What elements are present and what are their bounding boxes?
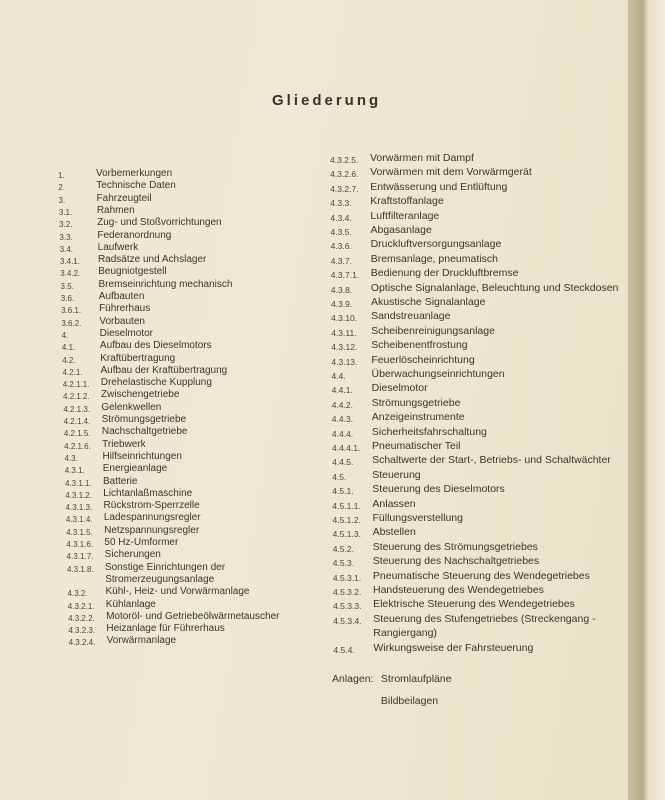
toc-label: Vorwärmen mit dem Vorwärmgerät: [370, 166, 532, 179]
toc-label: Motoröl- und Getriebeölwärmetauscher: [106, 610, 280, 622]
toc-label: Scheibenreinigungsanlage: [371, 324, 495, 337]
toc-number: 3.2.: [59, 220, 73, 230]
toc-label: Hilfseinrichtungen: [102, 450, 182, 462]
toc-label: Anzeigeinstrumente: [371, 411, 465, 424]
attachments-label: Anlagen:: [332, 673, 374, 685]
toc-label: Pneumatische Steuerung des Wendegetriebes: [372, 569, 590, 582]
toc-number: 4.5.1.: [332, 486, 354, 497]
toc-number: 3.4.2.: [60, 269, 81, 279]
toc-label: Sandstreuanlage: [371, 310, 451, 323]
toc-label: Schaltwerte der Start-, Betriebs- und Schaltwächter: [372, 454, 611, 467]
toc-label: Aufbau des Dieselmotors: [99, 340, 212, 352]
toc-label: Radsätze und Achslager: [97, 254, 207, 266]
toc-label: Sicherungen: [104, 549, 161, 561]
toc-label: Abgasanlage: [370, 224, 432, 236]
toc-number: 4.3.2.2.: [68, 613, 95, 623]
attachment-item: Stromlaufpläne: [380, 673, 452, 685]
toc-label: Optische Signalanlage, Beleuchtung und Steckdosen: [370, 281, 619, 294]
toc-number: 4.3.1.8.: [66, 564, 94, 574]
toc-label: Zug- und Stoßvorrichtungen: [97, 217, 222, 229]
toc-label: Pneumatischer Teil: [372, 440, 461, 452]
toc-label: Kraftübertragung: [100, 352, 176, 364]
toc-label: Führerhaus: [99, 303, 151, 315]
toc-number: 4.5.3.4.: [333, 615, 362, 626]
toc-number: 3.4.: [59, 244, 74, 254]
toc-number: 4.3.3.: [330, 198, 352, 209]
toc-label: Triebwerk: [102, 438, 146, 450]
toc-label: Anlassen: [372, 497, 416, 510]
toc-number: 4.3.11.: [331, 327, 357, 338]
toc-number: 3.5.: [60, 281, 74, 291]
toc-number: 4.4.5.: [332, 457, 354, 468]
toc-number: 2.: [58, 183, 65, 193]
toc-number: 4.3.1.4.: [65, 515, 93, 525]
toc-number: 4.2.1.5.: [63, 429, 91, 439]
toc-number: 4.3.: [64, 453, 78, 463]
toc-number: 3.6.1.: [61, 306, 82, 316]
toc-label: Stromerzeugungsanlage: [105, 573, 215, 585]
toc-number: 4.3.8.: [330, 284, 353, 295]
toc-number: 4.5.3.: [332, 558, 355, 569]
toc-label: Dieselmotor: [99, 327, 153, 339]
page-edge: [628, 0, 665, 800]
toc-number: 4.3.10.: [331, 313, 358, 324]
toc-label: Gelenkwellen: [101, 401, 162, 413]
toc-number: 4.5.1.2.: [332, 515, 361, 525]
toc-number: 4.3.2.1.: [67, 601, 95, 611]
toc-label: Steuerung: [372, 468, 421, 481]
toc-number: 4.5.1.3.: [332, 529, 361, 540]
toc-label: Strömungsgetriebe: [101, 414, 187, 425]
toc-label: Energieanlage: [102, 463, 168, 475]
toc-label: Überwachungseinrichtungen: [371, 368, 505, 380]
toc-label: Dieselmotor: [371, 382, 428, 395]
toc-label: Elektrische Steuerung des Wendegetriebes: [373, 598, 575, 611]
toc-label: Handsteuerung des Wendegetriebes: [373, 584, 544, 596]
toc-number: 4.5.3.3.: [333, 601, 362, 612]
toc-number: 3.6.2.: [61, 318, 82, 328]
toc-number: 3.: [58, 195, 66, 205]
toc-label: Steuerung des Dieselmotors: [372, 483, 505, 496]
toc-label: Lichtanlaßmaschine: [103, 487, 193, 499]
toc-label: Steuerung des Nachschaltgetriebes: [372, 555, 540, 568]
toc-number: 4.2.: [62, 355, 76, 365]
toc-label: Aufbauten: [98, 291, 145, 302]
toc-number: 4.4.4.1.: [332, 443, 361, 453]
toc-number: 4.3.1.: [64, 466, 85, 476]
toc-number: 4.5.3.2.: [333, 587, 362, 597]
toc-label: Drehelastische Kupplung: [100, 377, 212, 389]
toc-label: Heizanlage für Führerhaus: [106, 623, 225, 635]
toc-label: Federanordnung: [97, 229, 172, 241]
toc-number: 4.5.2.: [332, 543, 354, 554]
toc-number: 4.3.1.1.: [65, 478, 92, 488]
toc-label: Aufbau der Kraftübertragung: [100, 364, 228, 376]
toc-number: 4.3.2.7.: [330, 183, 359, 194]
toc-label: Druckluftversorgungsanlage: [370, 238, 502, 251]
toc-label: Vorbemerkungen: [96, 168, 173, 179]
toc-number: 4.4.3.: [331, 414, 354, 425]
toc-label: Strömungsgetriebe: [371, 396, 461, 409]
toc-label: Luftfilteranlage: [370, 209, 440, 222]
toc-number: 4.3.7.: [330, 255, 352, 266]
toc-label: Steuerung des Stufengetriebes (Streckengang -: [373, 612, 596, 625]
toc-number: 4.3.1.7.: [66, 552, 94, 562]
toc-number: 4.3.2.5.: [330, 155, 359, 165]
toc-label: Batterie: [103, 475, 138, 487]
toc-number: 3.3.: [59, 232, 73, 242]
toc-label: Kühlanlage: [105, 598, 156, 610]
toc-label: Scheibenentfrostung: [371, 339, 468, 352]
toc-label: Entwässerung und Entlüftung: [370, 180, 508, 193]
toc-number: 4.2.1.: [62, 367, 83, 377]
toc-label: Rangiergang): [373, 627, 437, 640]
toc-label: Sicherheitsfahrschaltung: [371, 425, 487, 438]
toc-number: 4.2.1.2.: [63, 392, 90, 402]
toc-label: Wirkungsweise der Fahrsteuerung: [373, 641, 534, 654]
toc-number: 4.: [61, 330, 69, 340]
toc-label: Bremsanlage, pneumatisch: [370, 252, 498, 265]
toc-label: Bedienung der Druckluftbremse: [370, 267, 519, 280]
toc-number: 3.6.: [60, 294, 75, 303]
toc-number: 4.4.1.: [331, 385, 353, 396]
toc-number: 4.3.1.5.: [66, 527, 93, 537]
toc-number: 4.1.: [61, 343, 76, 353]
toc-label: Bremseinrichtung mechanisch: [98, 278, 233, 290]
toc-label: Rückstrom-Sperrzelle: [103, 500, 200, 512]
toc-label: Rahmen: [96, 204, 135, 216]
toc-label: Netzspannungsregler: [104, 524, 200, 536]
toc-number: 4.4.4.: [331, 428, 354, 439]
toc-number: 4.2.1.4.: [63, 417, 91, 426]
toc-number: 4.3.1.6.: [66, 540, 94, 549]
toc-label: Kraftstoffanlage: [370, 195, 444, 208]
toc-number: 4.3.7.1.: [330, 270, 360, 281]
toc-number: 4.3.6.: [330, 241, 352, 252]
toc-number: 4.3.13.: [331, 356, 358, 367]
attachments-block: [332, 668, 452, 712]
toc-number: 4.2.1.6.: [64, 441, 91, 451]
toc-number: 4.3.2.6.: [330, 169, 359, 180]
toc-number: 4.4.2.: [331, 399, 353, 410]
toc-number: 4.2.1.1.: [62, 380, 90, 390]
toc-label: Laufwerk: [97, 241, 139, 253]
toc-label: Fahrzeugteil: [96, 192, 152, 204]
toc-label: Beugniotgestell: [98, 266, 167, 278]
toc-number: 3.1.: [58, 207, 73, 217]
toc-number: 4.5.: [332, 471, 347, 482]
toc-label: Steuerung des Strömungsgetriebes: [372, 540, 538, 553]
toc-number: 4.5.1.1.: [332, 500, 361, 511]
toc-number: 4.3.12.: [331, 342, 358, 353]
toc-number: 4.2.1.3.: [63, 404, 90, 414]
toc-label: Feuerlöscheinrichtung: [371, 353, 475, 366]
toc-number: 4.5.3.1.: [332, 572, 362, 583]
toc-label: Ladespannungsregler: [103, 512, 201, 524]
toc-number: 4.4.: [331, 371, 346, 381]
toc-label: Zwischengetriebe: [101, 389, 180, 401]
toc-number: 4.3.2.: [67, 589, 88, 599]
toc-number: 4.3.1.2.: [65, 490, 92, 500]
toc-number: 4.3.2.3.: [68, 626, 96, 636]
toc-label: 50 Hz-Umformer: [104, 537, 179, 548]
toc-number: 4.3.4.: [330, 212, 352, 223]
toc-number: 3.4.1.: [59, 257, 80, 267]
toc-label: Sonstige Einrichtungen der: [104, 561, 226, 573]
attachment-item: Bildbeilagen: [380, 695, 439, 707]
page-title: Gliederung: [272, 92, 382, 109]
toc-label: Abstellen: [372, 526, 416, 539]
toc-label: Technische Daten: [96, 180, 176, 192]
toc-label: Vorwärmen mit Dampf: [370, 152, 474, 164]
toc-label: Akustische Signalanlage: [371, 296, 486, 308]
toc-number: 4.3.2.4.: [68, 638, 96, 648]
toc-number: 4.3.1.3.: [65, 503, 93, 513]
toc-label: Vorbauten: [99, 315, 145, 327]
toc-number: 4.5.4.: [333, 644, 355, 655]
toc-label: Nachschaltgetriebe: [101, 426, 188, 438]
toc-number: 4.3.9.: [331, 299, 353, 309]
toc-label: Vorwärmanlage: [106, 635, 177, 647]
toc-label: Kühl-, Heiz- und Vorwärmanlage: [105, 586, 250, 598]
toc-number: 1.: [58, 171, 65, 180]
toc-label: Füllungsverstellung: [372, 512, 463, 524]
toc-number: 4.3.5.: [330, 227, 352, 237]
